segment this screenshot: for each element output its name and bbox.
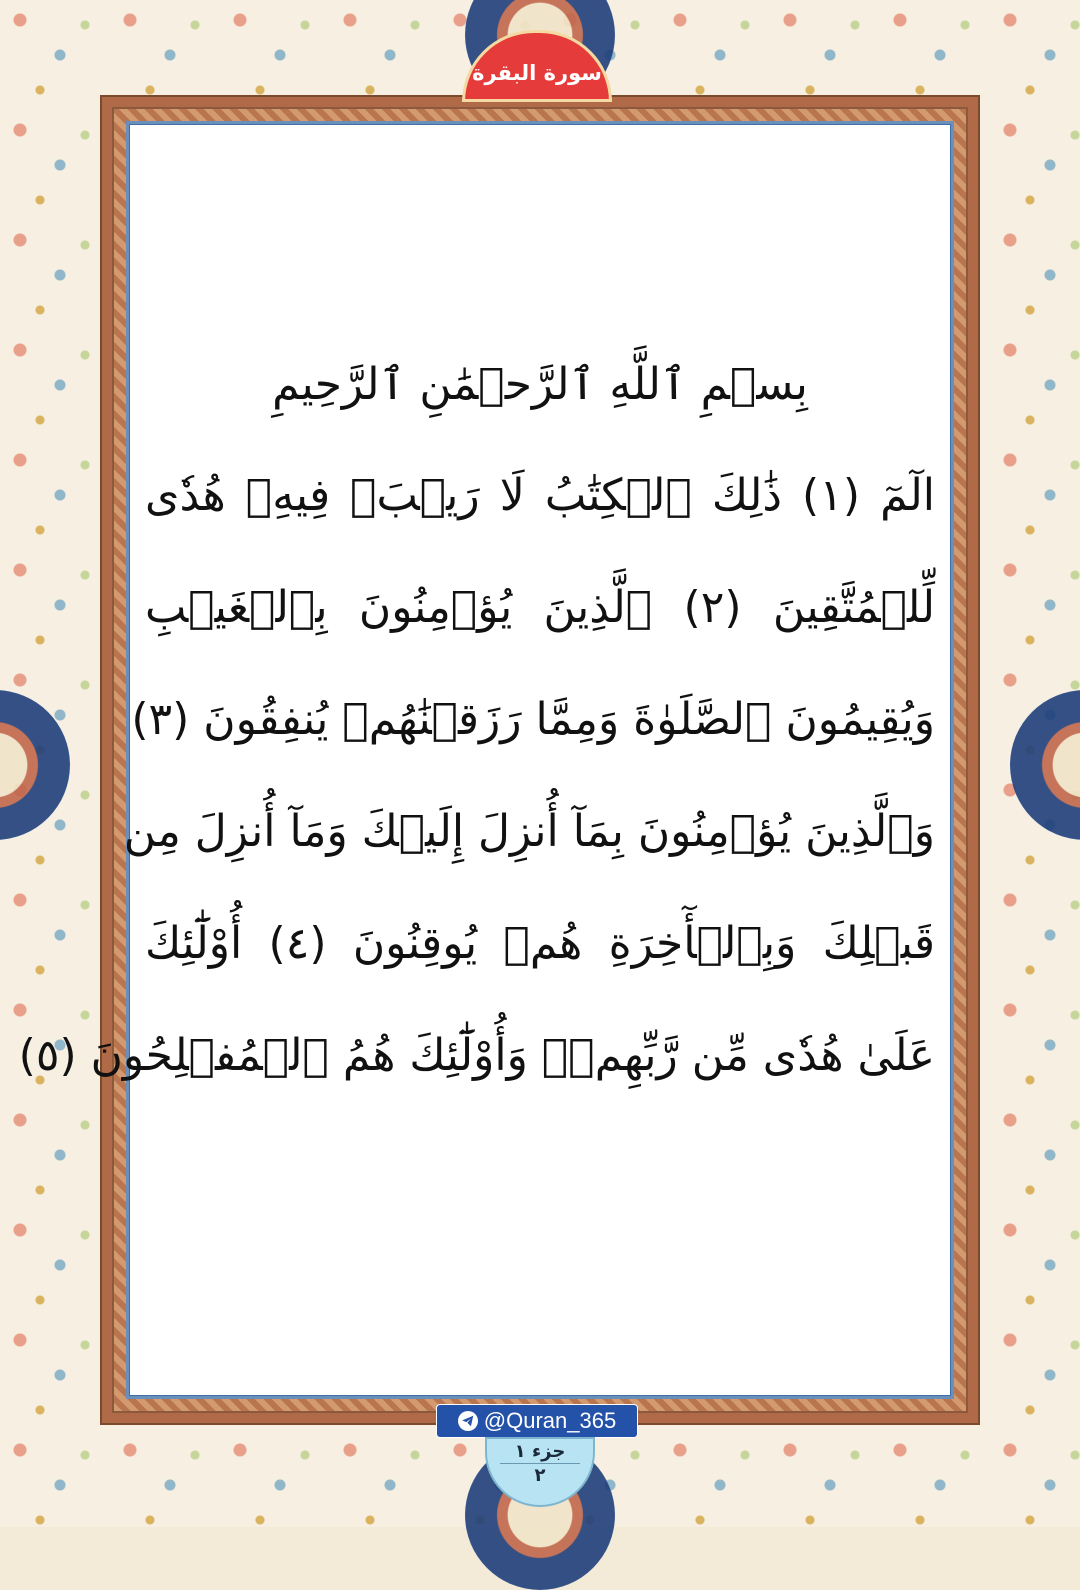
page-number: ٢ <box>534 1465 546 1486</box>
basmala-line: بِسۡمِ ٱللَّهِ ٱلرَّحۡمَٰنِ ٱلرَّحِيمِ <box>272 359 808 410</box>
verse-line: لِّلۡمُتَّقِينَ (٢) ٱلَّذِينَ يُؤۡمِنُونَ بِٱلۡغَيۡبِ <box>145 582 935 633</box>
channel-badge[interactable] <box>436 1404 638 1438</box>
verse-line: الٓمٓ (١) ذَٰلِكَ ٱلۡكِتَٰبُ لَا رَيۡبَۛ فِيهِۛ هُدٗى <box>145 470 935 521</box>
telegram-icon <box>458 1411 478 1431</box>
verse-line: وَيُقِيمُونَ ٱلصَّلَوٰةَ وَمِمَّا رَزَقۡنَٰهُمۡ يُنفِقُونَ (٣) <box>131 694 935 745</box>
surah-name: سورة البقرة <box>472 61 602 85</box>
juz-label: جزء ١ <box>514 1441 566 1462</box>
verse-line: قَبۡلِكَ وَبِٱلۡأٓخِرَةِ هُمۡ يُوقِنُونَ (٤) أُوْلَٰٓئِكَ <box>145 918 935 969</box>
divider <box>500 1463 580 1464</box>
verse-line: عَلَىٰ هُدٗى مِّن رَّبِّهِمۡۖ وَأُوْلَٰٓئِكَ هُمُ ٱلۡمُفۡلِحُونَ (٥) <box>18 1030 935 1081</box>
channel-handle: @Quran_365 <box>483 1408 617 1433</box>
quran-text <box>18 330 935 1112</box>
verse-line: وَٱلَّذِينَ يُؤۡمِنُونَ بِمَآ أُنزِلَ إِلَيۡكَ وَمَآ أُنزِلَ مِن <box>123 806 935 857</box>
